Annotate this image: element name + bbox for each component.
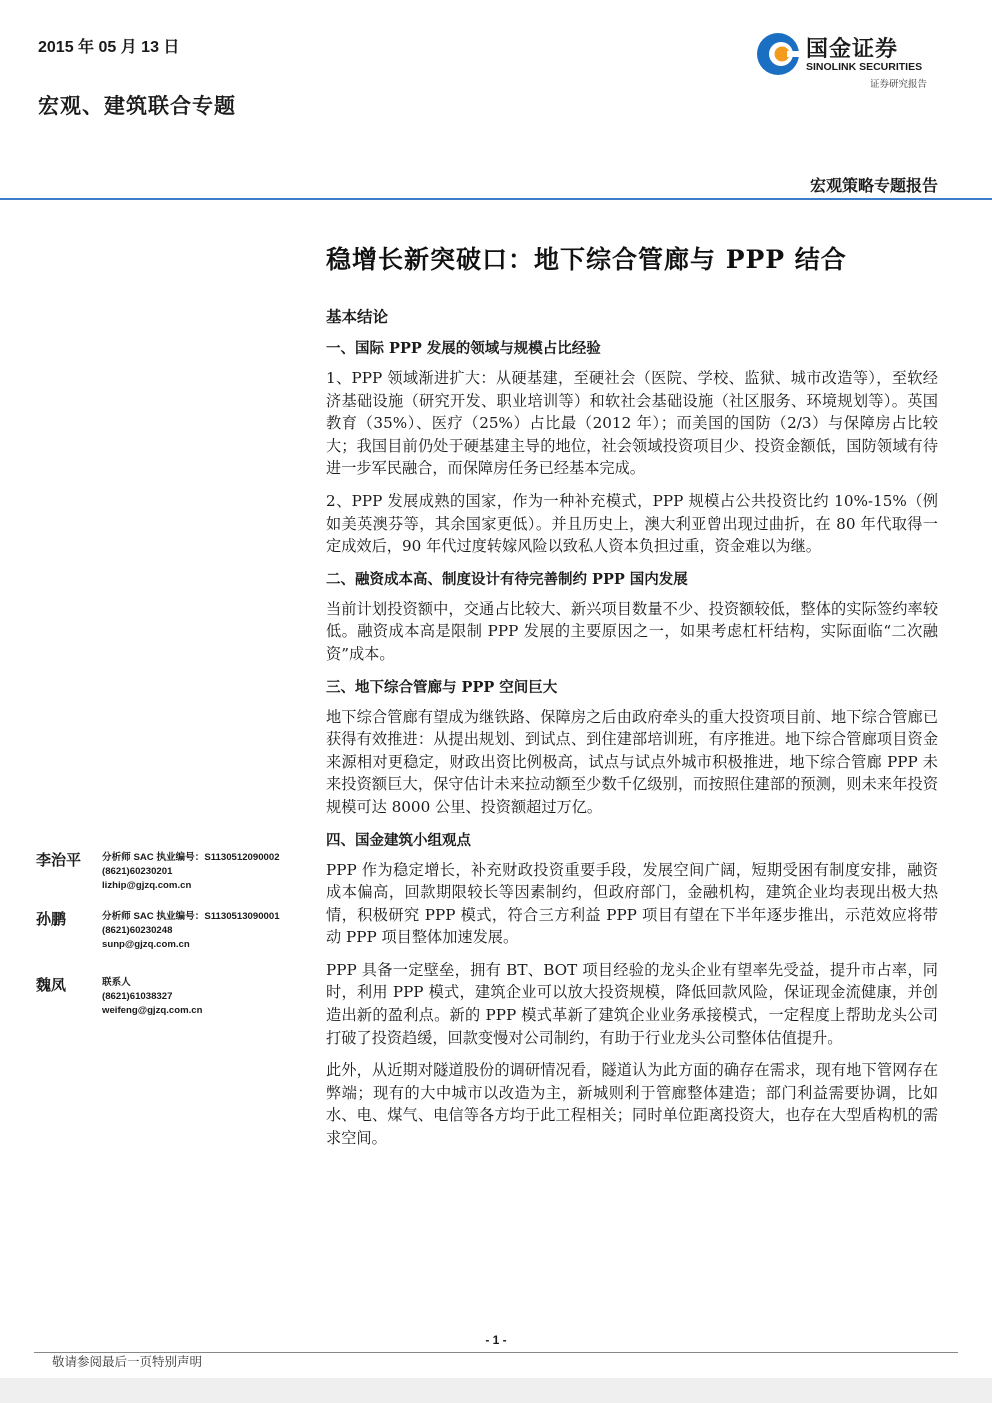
report-type: 宏观策略专题报告 [809, 176, 938, 195]
paragraph: PPP 具备一定壁垒，拥有 BT、BOT 项目经验的龙头企业有望率先受益，提升市占率，同时，利用 PPP 模式，建筑企业可以放大投资规模，降低回款风险，保证现金流健康，并创造出新的盈利点。新的 PPP 模式革新了建筑企业业务承接模式，一定程度上帮助龙头公司打破了投资趋缓，回款变慢对公司制约，有助于行业龙头公司整体估值提升。 [326, 960, 938, 1047]
analyst-role: 分析师 SAC 执业编号：S1130512090002 [102, 852, 280, 863]
footer-disclaimer: 敬请参阅最后一页特别声明 [52, 1354, 203, 1369]
analyst-role: 分析师 SAC 执业编号：S1130513090001 [102, 911, 280, 922]
paragraph: 1、PPP 领域渐进扩大：从硬基建，至硬社会（医院、学校、监狱、城市改造等），至软经济基础设施（研究开发、职业培训等）和软社会基础设施（社区服务、环境规划等）。英国教育（35%）、医疗（25%）占比最（2012 年）；而美国的国防（2/3）与保障房占比较大；我国目前仍处于硬基建主导的地位，社会领域投资项目少、投资金额低，国防领域有待进一步军民融合，而保障房任务已经基本完成。 [326, 369, 938, 478]
analyst-email[interactable]: lizhip@gjzq.com.cn [102, 880, 192, 891]
section-heading: 三、地下综合管廊与 PPP 空间巨大 [326, 678, 558, 696]
section-heading: 四、国金建筑小组观点 [326, 831, 471, 849]
report-date: 2015 年 05 月 13 日 [38, 39, 180, 56]
paragraph: 地下综合管廊有望成为继铁路、保障房之后由政府牵头的重大投资项目前、地下综合管廊已获得有效推进：从提出规划、到试点、到住建部培训班，有序推进。地下综合管廊项目资金来源相对更稳定，财政出资比例极高，试点与试点外城市积极推进，地下综合管廊 PPP 未来投资额巨大，保守估计未来拉动额至少数千亿级别，而按照住建部的预测，则未来年投资规模可达 8000 公里、投资额超过万亿。 [326, 707, 938, 816]
sinolink-logo [754, 30, 954, 92]
header-divider [0, 198, 992, 200]
page-number: - 1 - [485, 1333, 507, 1347]
paragraph: PPP 作为稳定增长，补充财政投资重要手段，发展空间广阔，短期受困有制度安排，融资成本偏高，回款期限较长等因素制约，但政府部门，金融机构，建筑企业均表现出极大热情，积极研究 PPP 模式，符合三方利益 PPP 项目有望在下半年逐步推出，示范效应将带动 PPP 项目整体加速发展。 [326, 860, 938, 947]
analyst-email[interactable]: weifeng@gjzq.com.cn [102, 1005, 203, 1016]
analyst-role: 联系人 [102, 977, 131, 988]
paragraph: 2、PPP 发展成熟的国家，作为一种补充模式，PPP 规模占公共投资比约 10%-15%（例如美英澳芬等，其余国家更低）。并且历史上，澳大利亚曾出现过曲折，在 80 年代取得一定成效后，90 年代过度转嫁风险以致私人资本负担过重，资金难以为继。 [326, 491, 938, 556]
page-bottom-band [0, 1378, 992, 1403]
paragraph: 当前计划投资额中，交通占比较大、新兴项目数量不少、投资额较低，整体的实际签约率较低。融资成本高是限制 PPP 发展的主要原因之一，如果考虑杠杆结构，实际面临“二次融资”成本。 [326, 599, 938, 663]
main-content [326, 305, 938, 1160]
analyst-contact [102, 910, 280, 952]
report-title: 稳增长新突破口：地下综合管廊与 PPP 结合 [326, 245, 847, 274]
analyst-name: 李治平 [36, 851, 82, 869]
analyst-name: 魏凤 [36, 976, 67, 994]
analyst-phone: (8621)61038327 [102, 991, 173, 1002]
sinolink-logo-icon [754, 30, 802, 78]
section-heading: 一、国际 PPP 发展的领域与规模占比经验 [326, 340, 601, 357]
analyst-name: 孙鹏 [36, 910, 67, 928]
section-heading: 二、融资成本高、制度设计有待完善制约 PPP 国内发展 [326, 570, 688, 588]
report-category: 宏观、建筑联合专题 [38, 93, 236, 118]
logo-english-name: SINOLINK SECURITIES [806, 61, 923, 73]
logo-subtitle: 证券研究报告 [870, 79, 928, 90]
analyst-phone: (8621)60230248 [102, 925, 173, 936]
basic-conclusion-heading: 基本结论 [326, 307, 389, 326]
paragraph: 此外，从近期对隧道股份的调研情况看，隧道认为此方面的确存在需求，现有地下管网存在弊端；现有的大中城市以改造为主，新城则利于管廊整体建造；部门利益需要协调，比如水、电、煤气、电信等各方均于此工程相关；同时单位距离投资大，也存在大型盾构机的需求空间。 [326, 1061, 938, 1148]
analyst-contact [102, 976, 203, 1018]
logo-chinese-name: 国金证券 [806, 36, 899, 61]
analyst-phone: (8621)60230201 [102, 866, 173, 877]
analyst-contact [102, 851, 280, 893]
analyst-email[interactable]: sunp@gjzq.com.cn [102, 939, 190, 950]
